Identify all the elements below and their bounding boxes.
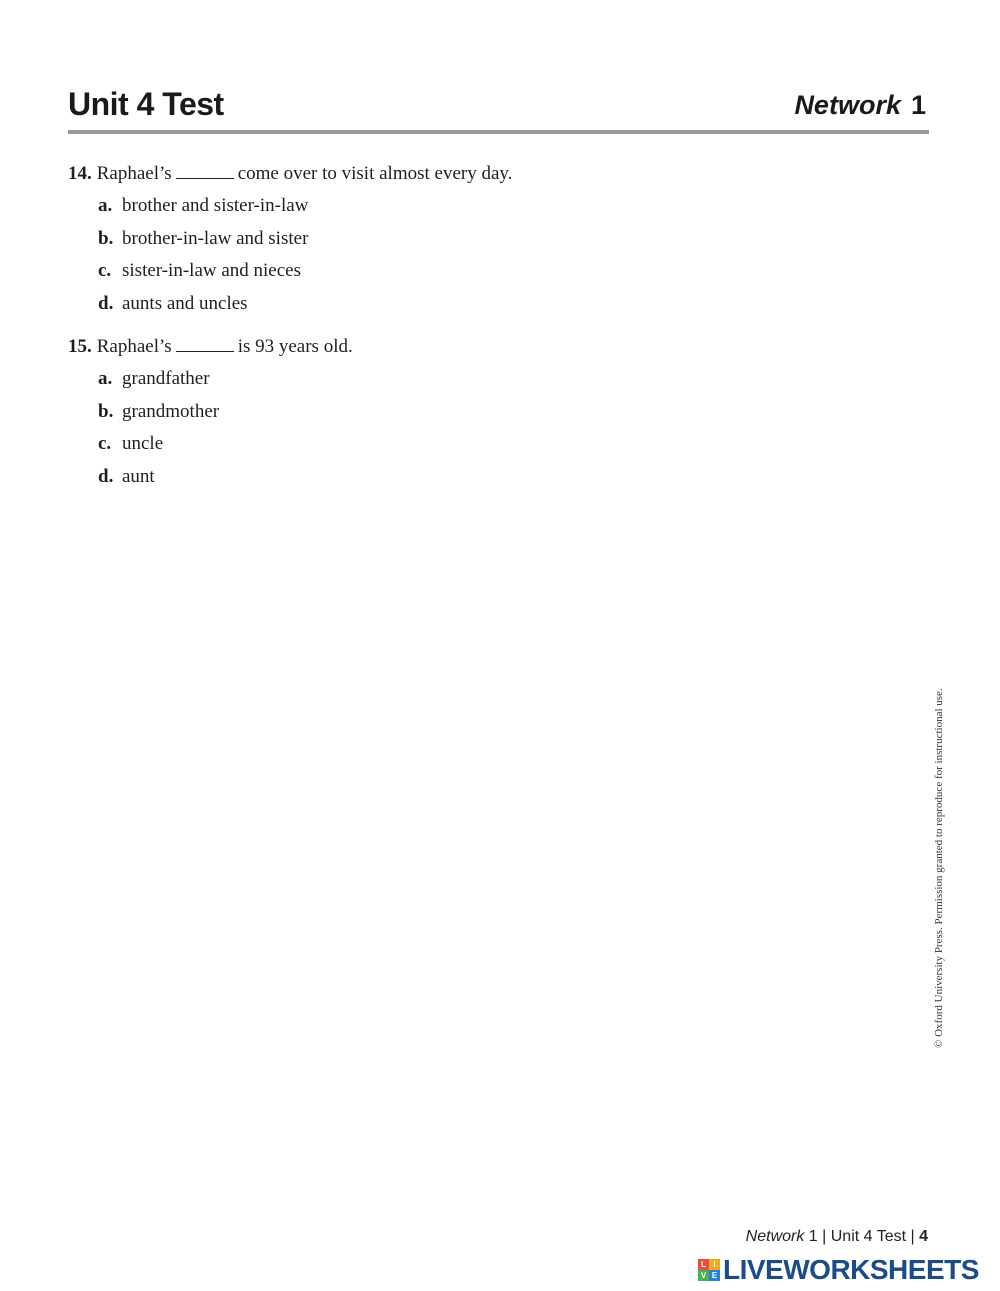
option-list <box>98 367 768 497</box>
logo-tile: I <box>709 1259 720 1270</box>
option-text: brother-in-law and sister <box>122 227 309 249</box>
liveworksheets-logo-icon <box>698 1259 720 1281</box>
logo-tile: L <box>698 1259 709 1270</box>
option-letter: b. <box>98 400 114 422</box>
brand-name: Network <box>794 90 901 120</box>
question-stem <box>68 162 768 186</box>
option-letter: d. <box>98 292 114 314</box>
option-text: aunts and uncles <box>122 292 248 314</box>
option-letter: c. <box>98 260 112 281</box>
footer-unit: 1 | Unit 4 Test | <box>804 1228 920 1245</box>
stem-before-blank: Raphael’s <box>96 163 172 184</box>
option-c[interactable] <box>98 259 768 292</box>
option-c[interactable] <box>98 432 768 465</box>
option-text: brother and sister-in-law <box>122 195 309 216</box>
liveworksheets-watermark <box>698 1256 979 1284</box>
question-15 <box>68 335 768 497</box>
stem-before-blank: Raphael’s <box>96 336 172 357</box>
stem-after-blank: come over to visit almost every day. <box>237 163 513 184</box>
page-title: Unit 4 Test <box>68 86 224 122</box>
brand-level: 1 <box>910 90 926 120</box>
option-letter: a. <box>98 195 113 216</box>
page-number: 4 <box>919 1228 928 1245</box>
question-14 <box>68 162 768 324</box>
page-header <box>68 82 928 134</box>
option-text: aunt <box>122 465 155 487</box>
option-b[interactable] <box>98 400 768 433</box>
option-list <box>98 194 768 324</box>
question-number: 14. <box>68 163 92 184</box>
option-b[interactable] <box>98 227 768 260</box>
option-a[interactable] <box>98 194 768 227</box>
header-rule <box>68 130 929 134</box>
answer-blank[interactable] <box>176 337 234 352</box>
copyright-notice: © Oxford University Press. Permission granted to reproduce for instructional use. <box>933 688 945 1048</box>
option-letter: d. <box>98 465 114 487</box>
option-d[interactable] <box>98 292 768 325</box>
page-footer <box>746 1228 928 1246</box>
option-letter: c. <box>98 433 112 454</box>
answer-blank[interactable] <box>176 164 234 179</box>
logo-tile: V <box>698 1270 709 1281</box>
option-text: grandfather <box>122 368 210 389</box>
option-letter: b. <box>98 227 114 249</box>
option-letter: a. <box>98 368 113 389</box>
option-d[interactable] <box>98 465 768 498</box>
question-stem <box>68 335 768 359</box>
question-number: 15. <box>68 336 92 357</box>
option-text: sister-in-law and nieces <box>122 260 301 281</box>
logo-tile: E <box>709 1270 720 1281</box>
option-a[interactable] <box>98 367 768 400</box>
footer-book-name: Network <box>745 1228 805 1245</box>
stem-after-blank: is 93 years old. <box>237 336 353 357</box>
option-text: grandmother <box>122 400 220 422</box>
brand-label <box>794 90 926 121</box>
option-text: uncle <box>122 433 164 454</box>
watermark-text: LIVEWORKSHEETS <box>723 1254 979 1285</box>
